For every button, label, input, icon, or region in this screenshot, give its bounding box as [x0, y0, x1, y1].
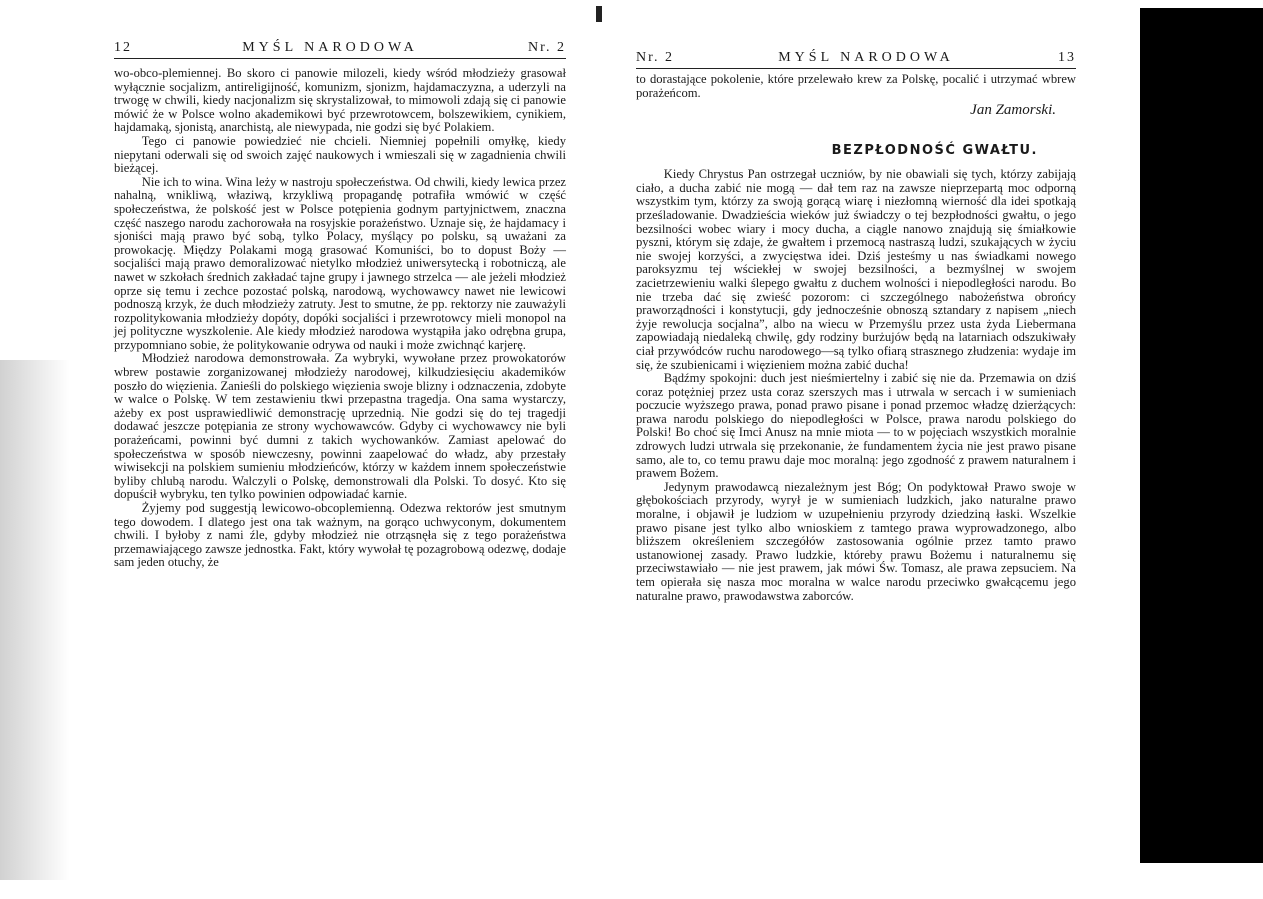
intro-paragraph: to dorastające pokolenie, które przelewało krew za Polskę, pocalić i utrzymać wbrew porażeńcom.	[636, 72, 1076, 100]
left-page	[114, 40, 566, 570]
binding-mark	[596, 6, 602, 22]
left-paragraph: Tego ci panowie powiedzieć nie chcieli. Niemniej popełnili omyłkę, kiedy niepytani oderwali się od swoich zajęć naukowych i wmieszali się w zagadnienia chwili bieżącej.	[114, 133, 566, 176]
left-paragraph: wo-obco-plemiennej. Bo skoro ci panowie milozeli, kiedy wśród młodzieży grasował wyłącznie socjalizm, antireligijność, komunizm, sjonizm, hajdamaczyzna, a uderzyli na trwogę w chwili, kiedy nacjonalizm się skrystalizował, to mimowoli zdają się ci panowie mówić że w Polsce wolno akademikowi być przewrotowcem, bolszewikiem, cynikiem, hajdamaką, sjonistą, anarchistą, ale niewypada, nie godzi się być Polakiem.	[114, 66, 566, 135]
left-body-text	[114, 67, 566, 570]
right-journal-title: MYŚL NARODOWA	[778, 50, 954, 65]
left-running-head	[114, 40, 566, 59]
right-running-head	[636, 50, 1076, 69]
article-title: BEZPŁODNOŚĆ GWAŁTU.	[831, 143, 1038, 159]
author-signature: Jan Zamorski.	[970, 102, 1056, 119]
right-issue-number: Nr. 2	[636, 50, 674, 65]
left-paragraph: Żyjemy pod suggestją lewicowo-obcoplemienną. Odezwa rektorów jest smutnym tego dowodem. I dlatego jest ona tak ważnym, na gorąco uchwyconym, dokumentem chwili. I byłoby z nami źle, gdyby młodzież nie otrząsnęła się z tego porażeństwa przemawiającego zawsze jednostka. Fakt, który wywołał tę pozagrobową odezwę, dodaje sam jeden otuchy, że	[114, 501, 566, 570]
left-paragraph: Nie ich to wina. Wina leży w nastroju społeczeństwa. Od chwili, kiedy lewica przez nahalną, wnikliwą, właziwą, krzykliwą propagandę potrafiła wmówić w część społeczeństwa, że polskość jest w Polsce potępienia godnym partyjnictwem, znaczna część naszego narodu zachorowała na rosyjskie porażeństwo. Uznaje się, że hajdamacy i sjoniści mają prawo być sobą, tylko Polacy, myślący po polsku, są uważani za prowokację. Między Polakami mogą grasować Komuniści, bo to dopust Boży — socjaliści mają prawo demoralizować nietylko młodzież uniwersytecką i robotniczą, ale nawet w szkołach średnich zakładać tajne grupy i jawnego strzelca — ale jeżeli młodzież oprze się temu i zechce pozostać polską, narodową, wychowawcy nawet nie lewicowi podnoszą krzyk, że duch młodzieży zatruty. Jest to smutne, że pp. rektorzy nie zauważyli rozpolitykowania młodzieży dopóty, dopóki socjaliści i przewrotowcy mieli monopol na jej polityczne wyszkolenie. Ale kiedy młodzież narodowa wystąpiła jako odrębna grupa, przypomniano sobie, że politykowanie odrywa od nauki i może zwichnąć karjerę.	[114, 174, 566, 352]
article-paragraph: Jedynym prawodawcą niezależnym jest Bóg; On podyktował Prawo swoje w głębokościach przyrody, wyrył je w sumieniach ludzkich, jako naturalne prawo moralne, i objawił je ludziom w uzupełnieniu przyrody dziedziną łaski. Wszelkie prawo pisane jest tylko albo wnioskiem z tamtego prawa wyprowadzonego, albo bliższem określeniem szczegółów zastosowania ogólnie przez tamto prawo ustanowionej zasady. Prawo ludzkie, któreby prawu Bożemu i naturalnemu się przeciwstawiało — nie jest prawem, jak mówi Św. Tomasz, ale prawa zepsuciem. Na tem opierała się nasza moc moralna w walce narodu przeciwko gwałcącemu jego naturalne prawo, prawodawstwa zaborców.	[636, 479, 1076, 603]
left-journal-title: MYŚL NARODOWA	[242, 40, 418, 55]
left-page-number: 12	[114, 40, 132, 55]
right-page	[636, 50, 1076, 603]
scan-black-edge	[1140, 8, 1263, 863]
right-page-number: 13	[1057, 50, 1076, 65]
right-body-text	[636, 73, 1076, 100]
article-body-text	[636, 168, 1076, 603]
left-issue-number: Nr. 2	[527, 40, 566, 55]
left-paragraph: Młodzież narodowa demonstrowała. Za wybryki, wywołane przez prowokatorów wbrew postawie zorganizowanej młodzieży narodowej, kilkudziesięciu akademików poszło do więzienia. Zanieśli do polskiego więzienia swoje blizny i odznaczenia, zdobyte w walce o Polskę. W tem zestawieniu tkwi przepastna tragedja. Ona sama wystarczy, ażeby ex post usprawiedliwić demonstrację uprzednią. Nie godzi się do tej tragedji dodawać jeszcze potępiania ze strony wychowawców. Gdyby ci wychowawcy nie byli porażeńcami, powinni być dumni z takich wychowanków. Zamiast apelować do społeczeństwa w sposób niewczesny, powinni zaapelować do władz, aby przestały wiwisekcji na polskiem sumieniu młodzieńców, którzy w każdem innem społeczeństwie byliby chlubą narodu. Walczyli o Polskę, demonstrowali dla Polski. To dosyć. Kto się dopuścił wybryku, ten tylko powinien odpowiadać karnie.	[114, 351, 566, 502]
article-paragraph: Bądźmy spokojni: duch jest nieśmiertelny i zabić się nie da. Przemawia on dziś coraz potężniej przez usta coraz szerszych mas i utrwala w sercach i w sumieniach poczucie wyższego prawa, ponad prawo pisane i ponad przemoc władzę dzierżących: prawa narodu polskiego do niepodległości w Polsce, prawa narodu polskiego do Polski! Bo choć się Imci Anusz na mnie miota — to w pojęciach wszystkich moralnie zdrowych ludzi utrwala się przekonanie, że fundamentem życia nie jest prawo pisane samo, ale to, co temu prawu daje moc moralną: jego zgodność z prawem naturalnem i prawem Bożem.	[636, 371, 1076, 481]
article-paragraph: Kiedy Chrystus Pan ostrzegał uczniów, by nie obawiali się tych, którzy zabijają ciało, a ducha zabić nie mogą — dał tem raz na zawsze nieprzepartą moc odporną wszystkim tym, którzy za swoją gorącą wiarę i niezłomną wierność dla idei spotkają prześladowanie. Dwadzieścia wieków już świadczy o tej bezpłodności gwałtu, o jego bezsilności wobec wiary i mocy ducha, a ciągle nanowo znajdują się śmiałkowie pyszni, którym się zdaje, że gwałtem i przemocą nastraszą ludzi, szukających w życiu nie swojej korzyści, a zwycięstwa idei. Dziś jesteśmy u nas świadkami nowego paroksyzmu tej wściekłej w swojej bezsilności, a bezmyślnej w swojem zacietrzewieniu walki ślepego gwałtu z duchem wolności i niepodległości narodu. Bo nie trzeba dać się zwieść pozorom: ci szczególnego nabożeństwa obrońcy praworządności i konstytucji, gdy jednocześnie obnoszą sztandary z napisem „niech żyje rewolucja socjalna”, albo na wiecu w Przemyślu przez usta żyda Liebermana zapowiadają niedaleką chwilę, gdy rodziny burżujów będą na latarniach odszukiwały ciał przywódców ruchu narodowego—są tylko ofiarą strasznego złudzenia: wydaje im się, że szubienicami i więzieniem można zabić ducha!	[636, 167, 1076, 372]
scan-shadow	[0, 360, 70, 880]
